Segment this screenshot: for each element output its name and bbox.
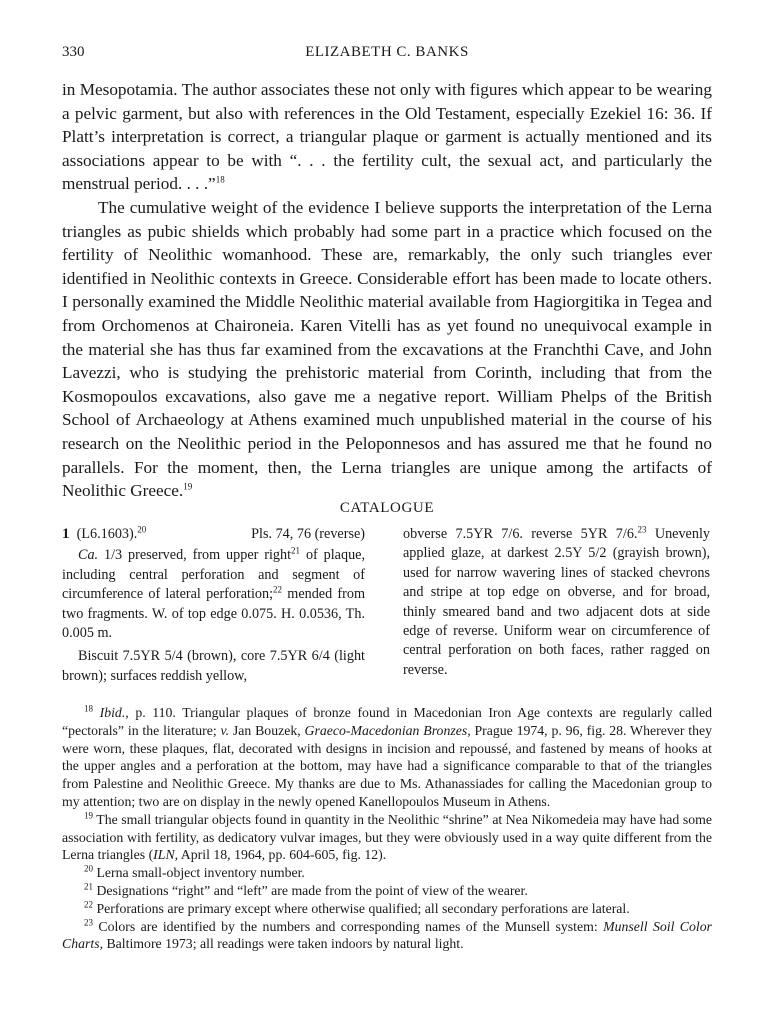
footnote-ref-23[interactable]: 23 [637,524,647,535]
entry-glaze: obverse 7.5YR 7/6. reverse 5YR 7/6.23 Unevenly applied glaze, at darkest 2.5Y 5/2 (grayish brown), used for narrow wavering lines of stacked chevrons and stripe at top edge on obverse, and for broad, thinly smeared band and two adjacent dots at side edge of reverse. Uniform wear on circumference of central perforation on both faces, rather ragged on reverse. [403,524,710,678]
running-head [62,44,712,66]
entry-description: Ca. 1/3 preserved, from upper right$^{21}$ of plaque, including central perforation and segment of circumference of lateral perforation;$^{22}$ mended from two fragments. W. of top edge 0.075. H. 0.0536, Th. 0.005 m. [62,545,366,642]
catalogue-entry-header [62,525,365,544]
footnote-ref-21[interactable]: 21 [291,545,301,556]
footnote-23: $^{23}$ Colors are identified by the numbers and corresponding names of the Munsell system: Munsell Soil Color Charts, Baltimore 1973; all readings were taken indoors by natural light. [62,916,713,952]
catalogue-entry-left-column [62,525,365,686]
running-head-author: ELIZABETH C. BANKS [305,44,469,60]
plates-reference: Pls. 74, 76 (reverse) [251,526,365,542]
entry-number: 1 [62,526,70,542]
footnote-20: $^{20}$ Lerna small-object inventory number. [84,863,305,881]
footnote-19: $^{19}$ The small triangular objects found in quantity in the Neolithic “shrine” at Nea Nikomedeia may have had some association with fertility, as dedicatory vulvar images, but they were obviously used in a way quite different from the Lerna triangles (ILN, April 18, 1964, pp. 604-605, fig. 12). [62,810,712,863]
entry-fabric: Biscuit 7.5YR 5/4 (brown), core 7.5YR 6/4 (light brown); surfaces reddish yellow, [62,648,365,684]
footnote-18: $^{18}$ Ibid., p. 110. Triangular plaques of bronze found in Macedonian Iron Age contexts are regularly called “pectorals” in the literature; v. Jan Bouzek, Graeco-Macedonian Bronzes, Prague 1974, p. 96, fig. 28. Wherever they were worn, these plaques, flat, decorated with designs in incision and repoussé, and fastened by means of hooks at the upper angles and a perforation at the bottom, may have had a significance comparable to that of the triangles from Palestine and Neolithic Greece. My thanks are due to Ms. Athanassiades for calling the Macedonian group to my attention; two are on display in the newly opened Kanellopoulos Museum in Athens. [62,703,713,809]
catalogue-heading: CATALOGUE [339,500,435,516]
footnote-ref-20[interactable]: 20 [137,524,147,535]
footnote-ref-18[interactable]: 18 [215,174,225,185]
paragraph-1: in Mesopotamia. The author associates these not only with figures which appear to be wearing a pelvic garment, but also with references in the Old Testament, especially Ezekiel 16: 36. If Platt’s interpretation is correct, a triangular plaque or garment is actually mentioned and its associations appear to be with “. . . the fertility cult, the sexual act, and particularly the menstrual period. . . .”$^{18}$ [62,80,712,194]
catalogue-entry-right-column [403,525,710,680]
footnote-21: $^{21}$ Designations “right” and “left” are made from the point of view of the wearer. [84,881,528,898]
paragraph-2: The cumulative weight of the evidence I believe supports the interpretation of the Lerna triangles as pubic shields which probably had some part in a practice which focused on the fertility of Neolithic womanhood. These are, remarkably, the only such triangles ever identified in Neolithic contexts in Greece. Considerable effort has been made to locate others. I personally examined the Middle Neolithic material available from Hagiorgitika in Tegea and from Orchomenos at Chaironeia. Karen Vitelli has as yet found no unequivocal example in the material she has thus far examined from the excavations at the Franchthi Cave, and John Lavezzi, who is studying the prehistoric material from Corinth, including that from the Kosmopoulos excavations, also gave me a negative report. William Phelps of the British School of Archaeology at Athens examined much unpublished material in the course of his research on the Neolithic period in the Peloponnesos and has assured me that he found no parallels. For the moment, then, the Lerna triangles are unique among the artifacts of Neolithic Greece.$^{19}$ [62,197,712,501]
main-text [62,78,712,503]
footnote-ref-22[interactable]: 22 [273,584,283,595]
footnote-22: $^{22}$ Perforations are primary except where otherwise qualified; all secondary perforations are lateral. [84,899,630,916]
page-number: 330 [62,44,85,60]
footnotes [62,704,712,953]
inventory-number: (L6.1603). [76,526,138,542]
footnote-ref-19[interactable]: 19 [183,481,193,492]
